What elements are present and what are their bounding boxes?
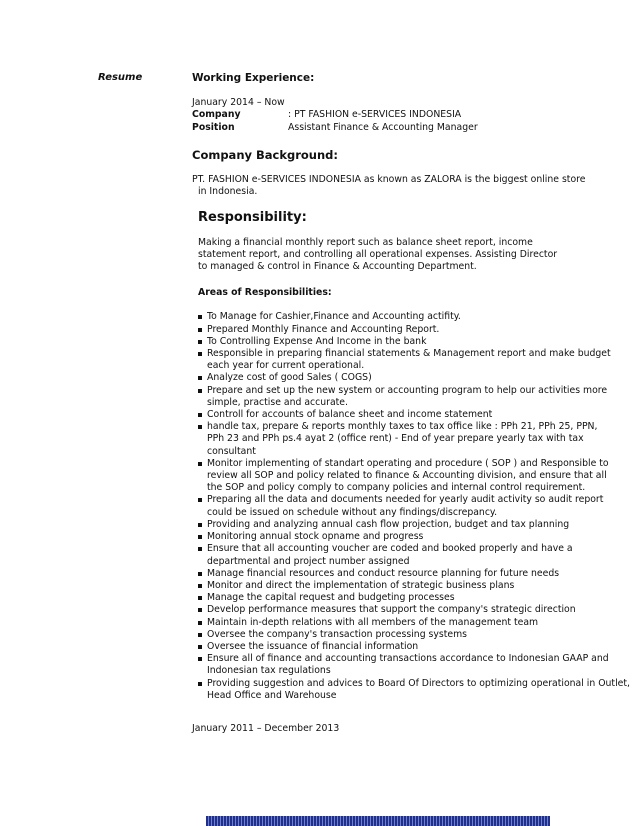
responsibility-item — [198, 409, 632, 421]
responsibility-item — [198, 458, 632, 495]
working-experience-heading: Working Experience: — [192, 72, 315, 84]
bullet-icon — [198, 547, 202, 551]
bullet-icon — [198, 633, 202, 637]
responsibility-item-line: Controll for accounts of balance sheet and income statement — [207, 409, 493, 421]
responsibility-item-line: Responsible in preparing financial statements & Management report and make budget — [207, 348, 611, 360]
responsibility-item-line: Providing suggestion and advices to Board Of Directors to optimizing operational in Outlet, — [207, 677, 630, 689]
areas-list — [198, 311, 632, 702]
bullet-icon — [198, 535, 202, 539]
bullet-icon — [198, 621, 202, 625]
areas-heading: Areas of Responsibilities: — [198, 287, 332, 299]
responsibility-item-line: To Manage for Cashier,Finance and Accounting actifity. — [207, 311, 461, 323]
job1-period: January 2014 – Now — [192, 97, 285, 109]
company-row — [192, 109, 632, 121]
company-background-line: PT. FASHION e-SERVICES INDONESIA as known as ZALORA is the biggest online store — [192, 174, 586, 186]
responsibility-item — [198, 641, 632, 653]
responsibility-item — [198, 372, 632, 384]
responsibility-item-line: could be issued on schedule without any findings/discrepancy. — [207, 506, 498, 518]
bullet-icon — [198, 352, 202, 356]
responsibility-item — [198, 580, 632, 592]
responsibility-item — [198, 311, 632, 323]
bullet-icon — [198, 315, 202, 319]
bullet-icon — [198, 596, 202, 600]
responsibility-item — [198, 592, 632, 604]
responsibility-item — [198, 324, 632, 336]
bullet-icon — [198, 413, 202, 417]
responsibility-item-line: Indonesian tax regulations — [207, 665, 331, 677]
responsibility-item-line: Monitor implementing of standart operating and procedure ( SOP ) and Responsible to — [207, 457, 609, 469]
position-label: Position — [192, 121, 235, 133]
responsibility-line: to managed & control in Finance & Accounting Department. — [198, 261, 477, 273]
responsibility-item-line: simple, practise and accurate. — [207, 396, 348, 408]
footer-decoration-bar — [206, 816, 550, 826]
bullet-icon — [198, 462, 202, 466]
responsibility-item — [198, 543, 632, 567]
responsibility-item — [198, 385, 632, 409]
position-value: Assistant Finance & Accounting Manager — [288, 121, 478, 133]
responsibility-item — [198, 336, 632, 348]
company-background-line: in Indonesia. — [198, 186, 258, 198]
responsibility-heading: Responsibility: — [198, 210, 307, 226]
bullet-icon — [198, 389, 202, 393]
responsibility-text — [198, 237, 632, 274]
bullet-icon — [198, 328, 202, 332]
company-value: : PT FASHION e-SERVICES INDONESIA — [288, 109, 462, 121]
responsibility-line: statement report, and controlling all operational expenses. Assisting Director — [198, 248, 558, 260]
responsibility-item-line: Prepared Monthly Finance and Accounting Report. — [207, 323, 440, 335]
responsibility-item-line: Preparing all the data and documents needed for yearly audit activity so audit report — [207, 494, 604, 506]
responsibility-item — [198, 519, 632, 531]
responsibility-item-line: Maintain in-depth relations with all members of the management team — [207, 616, 539, 628]
responsibility-item-line: review all SOP and policy related to finance & Accounting division, and ensure that all — [207, 470, 607, 482]
bullet-icon — [198, 523, 202, 527]
responsibility-item — [198, 678, 632, 702]
bullet-icon — [198, 608, 202, 612]
responsibility-item-line: departmental and project number assigned — [207, 555, 410, 567]
responsibility-item-line: the SOP and policy comply to company policies and internal control requirement. — [207, 482, 586, 494]
bullet-icon — [198, 498, 202, 502]
bullet-icon — [198, 682, 202, 686]
position-row — [192, 122, 632, 134]
responsibility-item-line: PPh 23 and PPh ps.4 ayat 2 (office rent) - End of year prepare yearly tax with tax — [207, 433, 584, 445]
responsibility-item-line: each year for current operational. — [207, 360, 365, 372]
bullet-icon — [198, 584, 202, 588]
bullet-icon — [198, 376, 202, 380]
responsibility-item-line: To Controlling Expense And Income in the bank — [207, 335, 427, 347]
responsibility-item-line: Monitoring annual stock opname and progress — [207, 531, 424, 543]
responsibility-line: Making a financial monthly report such as balance sheet report, income — [198, 236, 533, 248]
bullet-icon — [198, 572, 202, 576]
job2-period: January 2011 – December 2013 — [192, 722, 340, 734]
responsibility-item-line: Prepare and set up the new system or accounting program to help our activities more — [207, 384, 608, 396]
responsibility-item — [198, 617, 632, 629]
responsibility-item-line: Oversee the company's transaction processing systems — [207, 628, 467, 640]
responsibility-item-line: Ensure that all accounting voucher are coded and booked properly and have a — [207, 543, 573, 555]
company-background-text — [192, 174, 632, 198]
responsibility-item-line: Manage the capital request and budgeting processes — [207, 592, 455, 604]
responsibility-item — [198, 604, 632, 616]
resume-content — [192, 72, 632, 735]
responsibility-item-line: Manage financial resources and conduct resource planning for future needs — [207, 567, 560, 579]
bullet-icon — [198, 645, 202, 649]
bullet-icon — [198, 425, 202, 429]
responsibility-item-line: Ensure all of finance and accounting transactions accordance to Indonesian GAAP and — [207, 653, 609, 665]
responsibility-section — [198, 212, 632, 702]
responsibility-item — [198, 568, 632, 580]
company-background-heading: Company Background: — [192, 147, 339, 162]
responsibility-item-line: Oversee the issuance of financial information — [207, 640, 419, 652]
responsibility-item-line: Develop performance measures that support the company's strategic direction — [207, 604, 576, 616]
company-label: Company — [192, 109, 241, 121]
responsibility-item — [198, 531, 632, 543]
responsibility-item — [198, 421, 632, 458]
responsibility-item — [198, 348, 632, 372]
responsibility-item-line: Providing and analyzing annual cash flow projection, budget and tax planning — [207, 518, 570, 530]
responsibility-item — [198, 629, 632, 641]
responsibility-item — [198, 494, 632, 518]
responsibility-item-line: handle tax, prepare & reports monthly taxes to tax office like : PPh 21, PPh 25, PPN, — [207, 421, 598, 433]
responsibility-item-line: Monitor and direct the implementation of strategic business plans — [207, 579, 515, 591]
responsibility-item-line: Head Office and Warehouse — [207, 689, 337, 701]
responsibility-item-line: consultant — [207, 445, 256, 457]
side-label: Resume — [98, 72, 143, 83]
bullet-icon — [198, 657, 202, 661]
responsibility-item-line: Analyze cost of good Sales ( COGS) — [207, 372, 372, 384]
responsibility-item — [198, 653, 632, 677]
bullet-icon — [198, 340, 202, 344]
